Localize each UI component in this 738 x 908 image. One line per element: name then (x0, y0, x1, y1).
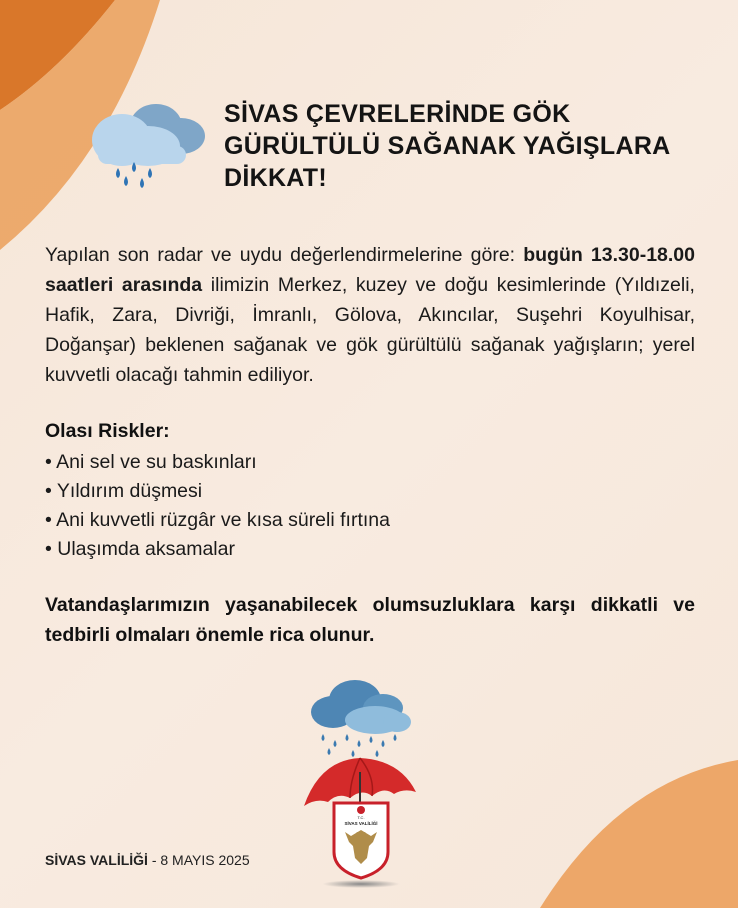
intro-text-1: Yapılan son radar ve uydu değerlendirmelerine göre: (45, 244, 524, 266)
emblem-name-text: SİVAS VALİLİĞİ (344, 821, 378, 826)
risk-item: • Yıldırım düşmesi (45, 477, 390, 506)
footer (45, 852, 250, 868)
risk-item: • Ulaşımda aksamalar (45, 535, 390, 564)
storm-cloud-icon (305, 678, 415, 758)
sivas-valiligi-emblem (331, 800, 391, 880)
emblem-shadow (322, 880, 400, 888)
intro-paragraph (45, 240, 695, 390)
rain-cloud-icon (86, 96, 212, 192)
intro-text-2: ilimizin Merkez, kuzey ve doğu kesimlerinde (Yıldızeli, Hafik, Zara, Divriği, İmranlı, Gölova, Akıncılar, Suşehri Koyulhisar, Doğanşar) beklenen sağanak ve gök gürültülü sağanak yağışların; yerel kuvvetli olacağı tahmin ediliyor. (45, 274, 695, 386)
risk-item: • Ani kuvvetli rüzgâr ve kısa süreli fırtına (45, 506, 390, 535)
footer-org: SİVAS VALİLİĞİ (45, 852, 148, 868)
risks-heading: Olası Riskler: (45, 420, 170, 442)
page-title: SİVAS ÇEVRELERİNDE GÖK GÜRÜLTÜLÜ SAĞANAK YAĞIŞLARA DİKKAT! (224, 100, 670, 192)
closing-statement: Vatandaşlarımızın yaşanabilecek olumsuzluklara karşı dikkatli ve tedbirli olmaları önemle rica olunur. (45, 594, 695, 646)
footer-date: - 8 MAYIS 2025 (147, 852, 250, 868)
intro-bold-text: bugün 13.30-18.00 saatleri arasında (45, 244, 695, 296)
risk-item: • Ani sel ve su baskınları (45, 448, 390, 477)
risks-list (45, 448, 390, 564)
emblem-top-text: T.C. (357, 815, 365, 820)
